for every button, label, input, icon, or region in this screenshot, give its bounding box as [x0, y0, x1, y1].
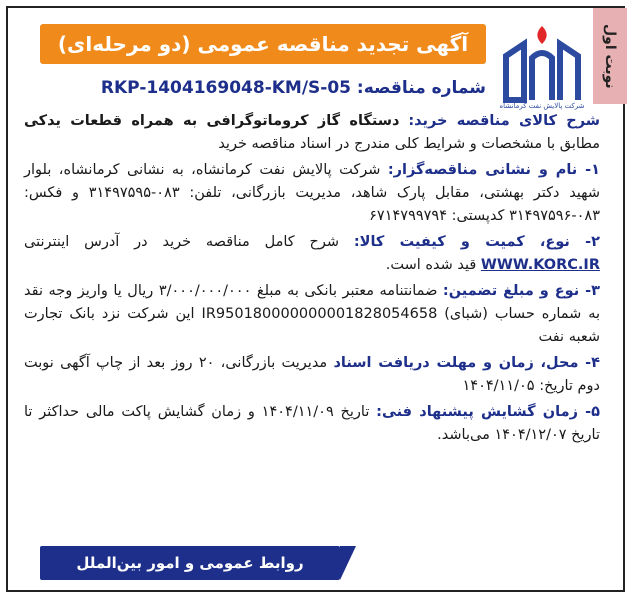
item-description-bold: دستگاه گاز کروماتوگرافی به همراه قطعات یدکی [24, 113, 400, 129]
iban-number: IR950180000000001828054658 [201, 306, 438, 322]
company-logo-icon [498, 22, 586, 108]
section-1-text: شرکت پالایش نفت کرمانشاه، به نشانی کرمانشاه، بلوار شهید دکتر بهشتی، مقابل پارک شاهد، مدیریت بازرگانی، تلفن: ۰۸۳-۳۱۴۹۷۵۹۵ و فکس: ۰۸۳-۳۱۴۹۷۵۹۶ کدپستی: ۶۷۱۴۷۹۹۷۹۴ [24, 162, 601, 224]
section-4-label: ۴- محل، زمان و مهلت دریافت اسناد [333, 355, 601, 371]
section-3-label: ۳- نوع و مبلغ تضمین: [442, 283, 601, 299]
section-2-text-after: قید شده است. [385, 257, 477, 273]
section-3-text-after: این شرکت نزد بانک تجارت شعبه نفت [24, 306, 600, 345]
logo-caption: شرکت پالایش نفت کرمانشاه [499, 102, 585, 110]
section-1-label: ۱- نام و نشانی مناقصه‌گزار: [387, 162, 600, 178]
section-5 [24, 401, 600, 447]
section-2-text: شرح کامل مناقصه خرید در آدرس اینترنتی [24, 234, 339, 250]
section-2-label: ۲- نوع، کمیت و کیفیت کالا: [353, 234, 601, 250]
notice-title: آگهی تجدید مناقصه عمومی (دو مرحله‌ای) [40, 24, 486, 64]
section-1 [24, 159, 600, 228]
section-2 [24, 231, 600, 277]
footer-corner-decoration [340, 546, 356, 580]
section-4 [24, 352, 600, 398]
website-link[interactable]: WWW.KORC.IR [480, 257, 600, 273]
item-description-label: شرح کالای مناقصه خرید: [408, 113, 600, 129]
section-5-label: ۵- زمان گشایش پیشنهاد فنی: [376, 404, 601, 420]
tender-number: RKP-1404169048-KM/S-05 [100, 78, 351, 98]
item-description [24, 110, 600, 156]
section-5-text: تاریخ ۱۴۰۴/۱۱/۰۹ و زمان گشایش پاکت مالی حداکثر تا تاریخ ۱۴۰۴/۱۲/۰۷ می‌باشد. [24, 404, 600, 443]
public-relations-footer: روابط عمومی و امور بین‌الملل [40, 546, 340, 580]
section-3-text: ضمانتنامه معتبر بانکی به مبلغ ۳/۰۰۰/۰۰۰/۰۰۰ ریال یا واریز وجه نقد به شماره حساب (شبای) [24, 283, 601, 322]
publication-round-tab: نوبت اول [593, 8, 627, 104]
tender-number-label: شماره مناقصه: [356, 78, 486, 98]
section-3 [24, 280, 600, 349]
tender-number-line [40, 72, 486, 104]
section-4-text: مدیریت بازرگانی، ۲۰ روز بعد از چاپ آگهی نوبت دوم تاریخ: ۱۴۰۴/۱۱/۰۵ [24, 355, 600, 394]
item-description-text: مطابق با مشخصات و شرایط کلی مندرج در اسناد مناقصه خرید [218, 136, 600, 152]
notice-body [24, 110, 600, 450]
